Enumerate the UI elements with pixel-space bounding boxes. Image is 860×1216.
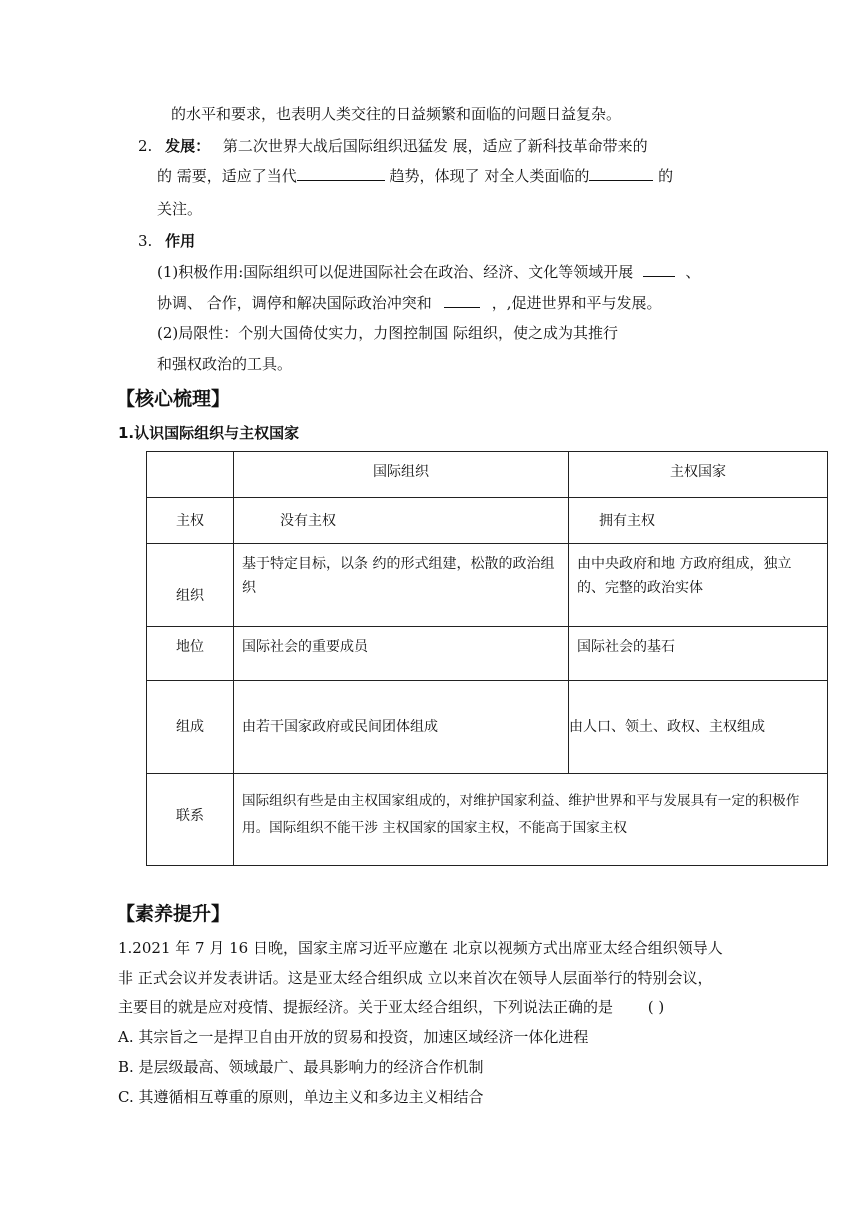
question-line: 1.2021 年 7 月 16 日晚，国家主席习近平应邀在 北京以视频方式出席亚太经合组织领导人 bbox=[118, 939, 723, 957]
item2-text-b2: 趋势，体现了 对全人类面临的 bbox=[384, 167, 590, 185]
table-row bbox=[147, 498, 828, 544]
table-row bbox=[147, 774, 828, 866]
org-cell: 由若干国家政府或民间团体组成 bbox=[234, 681, 569, 774]
org-cell: 国际社会的重要成员 bbox=[234, 627, 569, 681]
item3-p1-line1 bbox=[157, 262, 700, 282]
table-header-empty bbox=[147, 452, 234, 498]
row-label: 组成 bbox=[147, 681, 234, 774]
option-a[interactable]: A. 其宗旨之一是捍卫自由开放的贸易和投资，加速区域经济一体化进程 bbox=[118, 1028, 589, 1046]
item2-text-b1: 的 需要，适应了当代 bbox=[157, 167, 297, 185]
state-cell: 由人口、领土、政权、主权组成 bbox=[569, 681, 828, 774]
item3-p1-b1: 协调、 合作，调停和解决国际政治冲突和 bbox=[157, 294, 432, 312]
table-header-state: 主权国家 bbox=[569, 452, 828, 498]
question-line: 非 正式会议并发表讲话。这是亚太经合组织成 立以来首次在领导人层面举行的特别会议， bbox=[118, 969, 713, 987]
item3-p2-b: 和强权政治的工具。 bbox=[157, 355, 293, 373]
item3-number: 3. bbox=[138, 232, 153, 250]
org-cell-text: 没有主权 bbox=[280, 512, 336, 529]
state-cell-text: 拥有主权 bbox=[599, 512, 655, 529]
item2-text-a: 第二次世界大战后国际组织迅猛发 展，适应了新科技革命带来的 bbox=[222, 137, 648, 155]
state-cell: 国际社会的基石 bbox=[569, 627, 828, 681]
intro-tail-text: 的水平和要求，也表明人类交往的日益频繁和面临的问题日益复杂。 bbox=[171, 105, 622, 123]
item3-p1-a2: 、 bbox=[685, 263, 701, 281]
row-label: 组织 bbox=[147, 544, 234, 627]
comparison-table bbox=[146, 451, 828, 866]
table-row bbox=[147, 544, 828, 627]
item2-number: 2. bbox=[138, 137, 153, 155]
item3-p2-a: (2)局限性：个别大国倚仗实力，力图控制国 际组织，使之成为其推行 bbox=[157, 324, 619, 342]
row-label: 联系 bbox=[147, 774, 234, 866]
item2-text-b3: 的 bbox=[653, 167, 674, 185]
item3-label: 作用 bbox=[165, 232, 196, 250]
item3-p1-line2 bbox=[157, 293, 662, 313]
state-cell: 由中央政府和地 方政府组成，独立的、完整的政治实体 bbox=[569, 544, 828, 627]
table-row bbox=[147, 627, 828, 681]
fill-blank[interactable] bbox=[444, 293, 480, 308]
org-cell: 基于特定目标，以条 约的形式组建，松散的政治组织 bbox=[234, 544, 569, 627]
question-text: 主要目的就是应对疫情、提振经济。关于亚太经合组织，下列说法正确的是 bbox=[118, 998, 614, 1016]
state-cell bbox=[569, 498, 828, 544]
item2-line1 bbox=[138, 136, 648, 156]
merged-cell: 国际组织有些是由主权国家组成的，对维护国家利益、维护世界和平与发展具有一定的积极作用。国际组织不能干涉 主权国家的国家主权，不能高于国家主权 bbox=[234, 774, 828, 866]
option-c[interactable]: C. 其遵循相互尊重的原则，单边主义和多边主义相结合 bbox=[118, 1088, 484, 1106]
row-label: 主权 bbox=[147, 498, 234, 544]
question-line bbox=[118, 997, 664, 1017]
item3-p1-a1: (1)积极作用:国际组织可以促进国际社会在政治、经济、文化等领域开展 bbox=[157, 263, 634, 281]
section-core-subtitle: 1.认识国际组织与主权国家 bbox=[118, 424, 300, 442]
fill-blank[interactable] bbox=[297, 166, 385, 181]
table-row bbox=[147, 681, 828, 774]
row-label: 地位 bbox=[147, 627, 234, 681]
fill-blank[interactable] bbox=[643, 262, 675, 277]
item3-p1-b2: ，,促进世界和平与发展。 bbox=[491, 294, 662, 312]
section-core-title: 【核心梳理】 bbox=[116, 388, 231, 410]
option-b[interactable]: B. 是层级最高、领域最广、最具影响力的经济合作机制 bbox=[118, 1058, 484, 1076]
answer-paren[interactable]: ( ) bbox=[647, 998, 665, 1016]
table-header-org: 国际组织 bbox=[234, 452, 569, 498]
fill-blank[interactable] bbox=[589, 166, 653, 181]
org-cell bbox=[234, 498, 569, 544]
table-header-row bbox=[147, 452, 828, 498]
item3-line1 bbox=[138, 231, 195, 251]
item2-line2 bbox=[157, 166, 673, 186]
item2-label: 发展： bbox=[165, 137, 211, 155]
item2-text-c: 关注。 bbox=[157, 200, 203, 218]
section-improve-title: 【素养提升】 bbox=[116, 903, 231, 925]
